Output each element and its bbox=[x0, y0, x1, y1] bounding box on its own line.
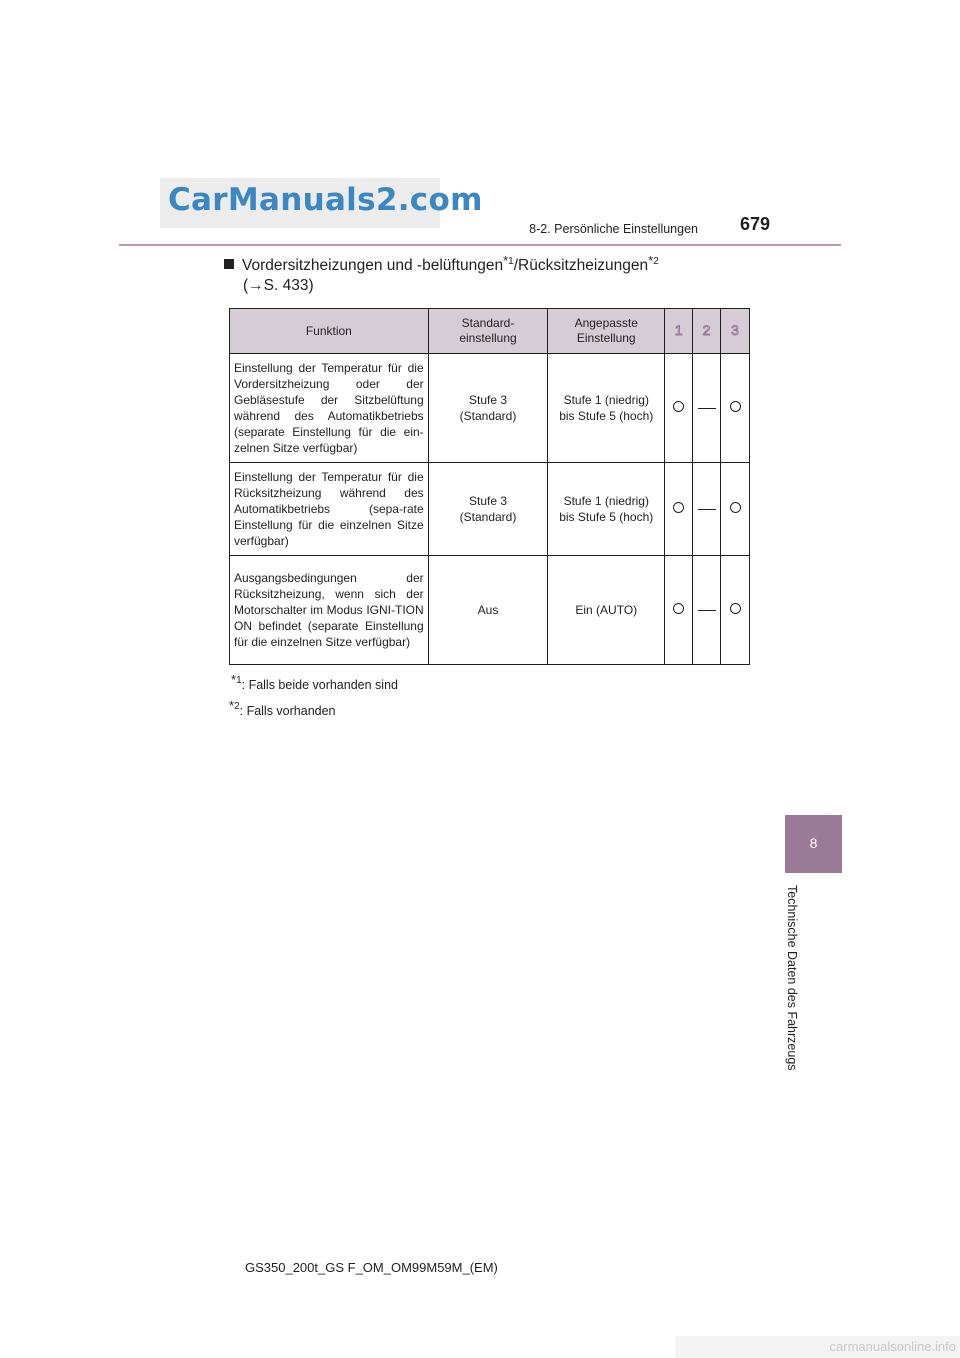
dash-icon bbox=[698, 610, 716, 611]
footnote-star-icon: * bbox=[231, 672, 237, 687]
footnote-star-icon: * bbox=[648, 253, 654, 268]
chapter-number: 8 bbox=[809, 835, 818, 851]
circle-icon bbox=[730, 502, 741, 513]
outlined-number-3: 3 bbox=[731, 322, 739, 338]
row-standard: Stufe 3 (Standard) bbox=[428, 463, 548, 556]
chapter-title: Technische Daten des Fahrzeugs bbox=[785, 885, 799, 1071]
header-col-1 bbox=[665, 309, 693, 354]
row-col-3 bbox=[721, 463, 750, 556]
header-funktion bbox=[230, 309, 429, 354]
carmanuals-watermark-logo bbox=[160, 178, 483, 228]
row-col-3 bbox=[721, 556, 750, 665]
header-divider bbox=[119, 244, 841, 246]
bullet-square-icon bbox=[224, 259, 234, 269]
row-col-3 bbox=[721, 354, 750, 463]
circle-icon bbox=[673, 603, 684, 614]
watermark-logo-text: CarManuals2.com bbox=[168, 182, 483, 218]
footnote-2-mark: 2 bbox=[234, 701, 240, 712]
row-col-2 bbox=[693, 354, 721, 463]
header-angepasst-label: Angepasste Einstellung bbox=[574, 316, 638, 345]
footnote-1-text: : Falls beide vorhanden sind bbox=[241, 678, 398, 692]
circle-icon bbox=[730, 603, 741, 614]
circle-icon bbox=[673, 401, 684, 412]
table-header-row bbox=[230, 309, 750, 354]
chapter-tab bbox=[785, 815, 842, 873]
settings-table bbox=[229, 308, 750, 665]
carmanualsonline-watermark bbox=[675, 1336, 960, 1358]
outlined-number-2: 2 bbox=[702, 322, 711, 338]
footnote-1-mark: 1 bbox=[236, 675, 242, 686]
dash-icon bbox=[698, 509, 716, 510]
row-funktion: Einstellung der Temperatur für die Rücksitzheizung während des Automatikbetriebs (sepa-rate Einstellung für die einzelnen Sitze verfügbar) bbox=[230, 463, 429, 556]
row-funktion: Ausgangsbedingungen der Rücksitzheizung, wenn sich der Motorschalter im Modus IGNI-TION ON befindet (separate Einstellung für die einzelnen Sitze verfügbar) bbox=[230, 556, 429, 665]
header-funktion-label: Funktion bbox=[305, 323, 352, 338]
section-heading bbox=[224, 253, 659, 275]
row-col-2 bbox=[693, 463, 721, 556]
header-standard bbox=[428, 309, 548, 354]
page-number: 679 bbox=[740, 214, 771, 234]
footnote-2 bbox=[229, 698, 336, 718]
row-angepasst: Stufe 1 (niedrig) bis Stufe 5 (hoch) bbox=[548, 354, 665, 463]
table-row bbox=[230, 354, 750, 463]
heading-note-a: 1 bbox=[508, 256, 514, 267]
row-col-1 bbox=[665, 556, 693, 665]
footnote-2-text: : Falls vorhanden bbox=[239, 704, 336, 718]
row-col-1 bbox=[665, 463, 693, 556]
table-row bbox=[230, 463, 750, 556]
header-section-title: 8-2. Persönliche Einstellungen bbox=[529, 222, 698, 236]
footnote-star-icon: * bbox=[229, 698, 235, 713]
row-standard: Aus bbox=[428, 556, 548, 665]
header-angepasst bbox=[548, 309, 665, 354]
row-standard: Stufe 3 (Standard) bbox=[428, 354, 548, 463]
circle-icon bbox=[673, 502, 684, 513]
footnote-star-icon: * bbox=[503, 253, 509, 268]
watermark-bottom-text: carmanualsonline.info bbox=[829, 1339, 956, 1354]
document-code-footer: GS350_200t_GS F_OM_OM99M59M_(EM) bbox=[245, 1260, 498, 1275]
outlined-number-1: 1 bbox=[674, 322, 683, 338]
row-angepasst: Stufe 1 (niedrig) bis Stufe 5 (hoch) bbox=[548, 463, 665, 556]
row-angepasst: Ein (AUTO) bbox=[548, 556, 665, 665]
row-col-1 bbox=[665, 354, 693, 463]
heading-note-b: 2 bbox=[653, 256, 659, 267]
chapter-side-title bbox=[785, 885, 803, 1075]
table-row bbox=[230, 556, 750, 665]
page-reference: (→S. 433) bbox=[243, 277, 314, 294]
row-funktion: Einstellung der Temperatur für die Vordersitzheizung oder der Gebläsestufe der Sitzbelüftung während des Automatikbetriebs (separate Einstellung für die ein-zelnen Sitze verfügbar) bbox=[230, 354, 429, 463]
header-col-3 bbox=[721, 309, 750, 354]
header-col-2 bbox=[693, 309, 721, 354]
footnote-1 bbox=[231, 672, 398, 692]
header-standard-label: Standard- einstellung bbox=[459, 316, 517, 345]
heading-text-b: /Rücksitzheizungen bbox=[513, 257, 649, 274]
heading-text-a: Vordersitzheizungen und -belüftungen bbox=[242, 257, 504, 274]
row-col-2 bbox=[693, 556, 721, 665]
circle-icon bbox=[730, 401, 741, 412]
dash-icon bbox=[698, 408, 716, 409]
